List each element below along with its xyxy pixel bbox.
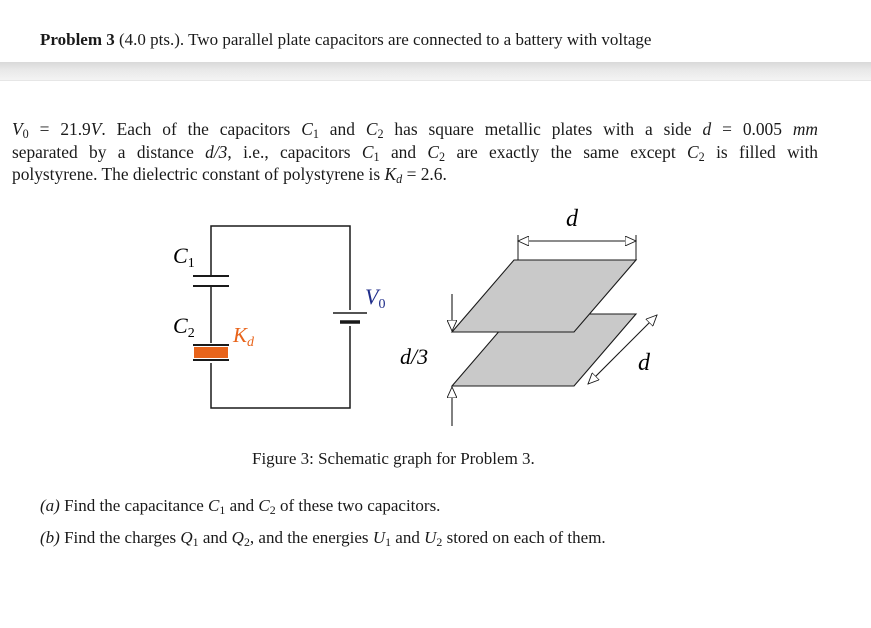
circuit-diagram [193, 226, 367, 408]
problem-header-text: Two parallel plate capacitors are connected to a battery with voltage [188, 30, 652, 49]
parallel-plates-diagram [452, 235, 657, 426]
dielectric-fill [194, 347, 228, 358]
statement-line-2: separated by a distance d/3, i.e., capacitors $C_1$ and $C_2$ are exactly the same except $C_2$ is filled with [12, 141, 818, 164]
label-c1: C1 [173, 243, 195, 271]
label-c2: C2 [173, 313, 195, 341]
problem-label: Problem 3 [40, 30, 115, 49]
statement-line-3: polystyrene. The dielectric constant of polystyrene is $K_d = 2.6$. [12, 164, 447, 187]
circuit-wire-bottom [211, 326, 350, 408]
figure-caption: Figure 3: Schematic graph for Problem 3. [252, 449, 535, 468]
label-d-over-3: d/3 [400, 344, 429, 369]
statement-line-1: $V_0 = 21.9V$. Each of the capacitors $C_1$ and $C_2$ has square metallic plates with a side d = 0.005 mm [12, 119, 818, 142]
label-d-side: d [638, 350, 650, 376]
label-d-top: d [566, 206, 578, 232]
problem-points: (4.0 pts.). [119, 30, 185, 49]
question-a: (a) Find the capacitance $C_1$ and $C_2$ of these two capacitors. [40, 496, 441, 517]
label-v0: V0 [365, 284, 386, 312]
label-kd: Kd [233, 323, 255, 350]
question-b: (b) Find the charges $Q_1$ and $Q_2$, and the energies $U_1$ and $U_2$ stored on each of them. [40, 528, 606, 549]
circuit-wire-top [211, 226, 350, 310]
